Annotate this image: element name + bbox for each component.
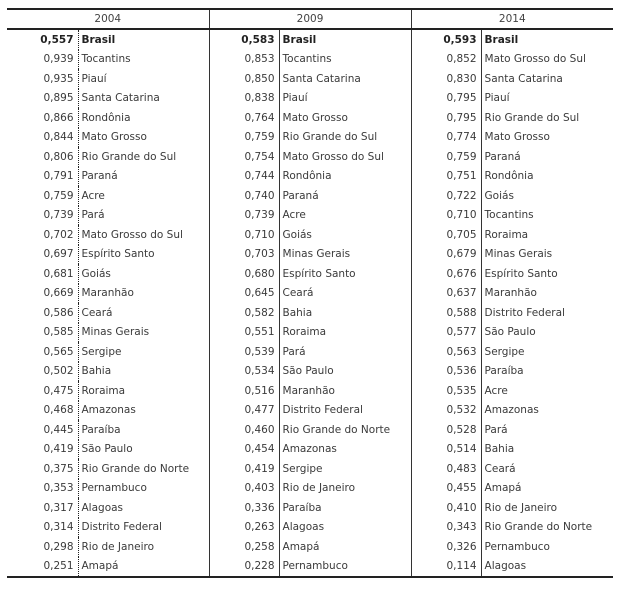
state-name-cell-2004: Mato Grosso do Sul	[78, 225, 209, 245]
state-name-cell-2014: Santa Catarina	[481, 69, 613, 89]
state-name-cell-2009: Amapá	[279, 537, 411, 557]
value-cell-2004: 0,565	[43, 345, 74, 358]
value-cell-2004: 0,468	[43, 404, 74, 417]
state-name-cell-2004: Distrito Federal	[78, 518, 209, 538]
state-name-cell-2014: Goiás	[481, 186, 613, 206]
table-row	[7, 264, 613, 284]
state-name-cell-2009: Ceará	[279, 284, 411, 304]
value-cell-2014: 0,795	[446, 92, 477, 105]
state-name-cell-2009: Roraima	[279, 323, 411, 343]
value-cell-2014: 0,483	[446, 462, 477, 475]
value-cell-2009: 0,703	[244, 248, 275, 261]
value-cell-2014: 0,588	[446, 306, 477, 319]
state-name-cell-2004: Acre	[78, 186, 209, 206]
state-name-cell-2009: São Paulo	[279, 362, 411, 382]
value-cell-2009: 0,516	[244, 384, 275, 397]
value-cell-2009: 0,454	[244, 443, 275, 456]
value-cell-2004: 0,681	[43, 267, 74, 280]
value-cell-2004: 0,475	[43, 384, 74, 397]
year-header-2004: 2004	[7, 9, 209, 29]
value-cell-2009: 0,645	[244, 287, 275, 300]
state-name-cell-2014: Rondônia	[481, 167, 613, 187]
state-name-cell-2009: Santa Catarina	[279, 69, 411, 89]
state-name-cell-2014: Maranhão	[481, 284, 613, 304]
table-row	[7, 167, 613, 187]
value-cell-2014: 0,535	[446, 384, 477, 397]
state-name-cell-2014: Piauí	[481, 89, 613, 109]
table-row	[7, 69, 613, 89]
state-name-cell-2009: Tocantins	[279, 50, 411, 70]
state-name-cell-2014: São Paulo	[481, 323, 613, 343]
state-name-cell-2014: Tocantins	[481, 206, 613, 226]
value-cell-2009: 0,228	[209, 557, 279, 578]
state-name-cell-2014: Bahia	[481, 440, 613, 460]
state-name-cell-2009: Paraíba	[279, 498, 411, 518]
value-cell-2009: 0,460	[244, 423, 275, 436]
value-cell-2004: 0,251	[7, 557, 78, 578]
header-row	[7, 9, 613, 29]
value-cell-2009: 0,582	[244, 306, 275, 319]
value-cell-2004: 0,557	[40, 33, 74, 46]
year-header-2009: 2009	[209, 9, 411, 29]
state-name-cell-2014: Amazonas	[481, 401, 613, 421]
state-name-cell-2014: Minas Gerais	[481, 245, 613, 265]
state-name-cell-2009: Maranhão	[279, 381, 411, 401]
value-cell-2009: 0,336	[244, 501, 275, 514]
value-cell-2014: 0,830	[446, 72, 477, 85]
table-row	[7, 128, 613, 148]
value-cell-2009: 0,539	[244, 345, 275, 358]
table-row	[7, 147, 613, 167]
value-cell-2004: 0,585	[43, 326, 74, 339]
state-name-cell-2009: Acre	[279, 206, 411, 226]
value-cell-2014: 0,722	[446, 189, 477, 202]
value-cell-2014: 0,563	[446, 345, 477, 358]
value-cell-2004: 0,697	[43, 248, 74, 261]
table-row	[7, 50, 613, 70]
value-cell-2009: 0,477	[244, 404, 275, 417]
value-cell-2014: 0,679	[446, 248, 477, 261]
table-row	[7, 245, 613, 265]
state-name-cell-2004: Alagoas	[78, 498, 209, 518]
value-cell-2009: 0,740	[244, 189, 275, 202]
table-row	[7, 459, 613, 479]
table-body	[7, 29, 613, 577]
state-name-cell-2009: Sergipe	[279, 459, 411, 479]
value-cell-2014: 0,514	[446, 443, 477, 456]
value-cell-2004: 0,791	[43, 170, 74, 183]
value-cell-2009: 0,838	[244, 92, 275, 105]
value-cell-2004: 0,935	[43, 72, 74, 85]
value-cell-2009: 0,754	[244, 150, 275, 163]
value-cell-2004: 0,702	[43, 228, 74, 241]
state-name-cell-2009: Amazonas	[279, 440, 411, 460]
state-name-cell-2004: Rio de Janeiro	[78, 537, 209, 557]
state-name-cell-2009: Rio Grande do Norte	[279, 420, 411, 440]
value-cell-2009: 0,258	[244, 540, 275, 553]
value-cell-2014: 0,710	[446, 209, 477, 222]
table-row	[7, 518, 613, 538]
state-name-cell-2014: Acre	[481, 381, 613, 401]
state-name-cell-2004: Bahia	[78, 362, 209, 382]
state-name-cell-2004: Rondônia	[78, 108, 209, 128]
value-cell-2009: 0,764	[244, 111, 275, 124]
value-cell-2009: 0,744	[244, 170, 275, 183]
state-name-cell-2014: Mato Grosso do Sul	[481, 50, 613, 70]
state-name-cell-2014: Distrito Federal	[481, 303, 613, 323]
state-name-cell-2004: Paraíba	[78, 420, 209, 440]
state-name-cell-2014: Paraíba	[481, 362, 613, 382]
value-cell-2004: 0,895	[43, 92, 74, 105]
value-cell-2004: 0,419	[43, 443, 74, 456]
state-name-cell-2004: Ceará	[78, 303, 209, 323]
state-name-cell-2004: Paraná	[78, 167, 209, 187]
table-row-brasil	[7, 29, 613, 50]
state-name-cell-2014: Alagoas	[481, 557, 613, 578]
state-name-cell-2009: Paraná	[279, 186, 411, 206]
value-cell-2004: 0,445	[43, 423, 74, 436]
value-cell-2009: 0,419	[244, 462, 275, 475]
value-cell-2014: 0,455	[446, 482, 477, 495]
year-header-2014: 2014	[411, 9, 613, 29]
value-cell-2009: 0,739	[244, 209, 275, 222]
state-name-cell-2004: Espírito Santo	[78, 245, 209, 265]
table-row	[7, 498, 613, 518]
value-cell-2014: 0,705	[446, 228, 477, 241]
value-cell-2009: 0,263	[244, 521, 275, 534]
state-name-cell-2004: Piauí	[78, 69, 209, 89]
table-row	[7, 362, 613, 382]
table-row	[7, 303, 613, 323]
state-name-cell-2009: Pará	[279, 342, 411, 362]
value-cell-2004: 0,298	[43, 540, 74, 553]
state-name-cell-2014: Paraná	[481, 147, 613, 167]
state-name-cell-2014: Ceará	[481, 459, 613, 479]
value-cell-2009: 0,710	[244, 228, 275, 241]
value-cell-2014: 0,637	[446, 287, 477, 300]
state-name-cell-2014: Rio Grande do Norte	[481, 518, 613, 538]
state-name-cell-2009: Goiás	[279, 225, 411, 245]
state-name-cell-2014: Mato Grosso	[481, 128, 613, 148]
ranking-table	[7, 8, 613, 578]
state-name-cell-2004: Maranhão	[78, 284, 209, 304]
table-row	[7, 557, 613, 578]
state-name-cell-2004: Minas Gerais	[78, 323, 209, 343]
state-name-cell-2004: Santa Catarina	[78, 89, 209, 109]
table-row	[7, 89, 613, 109]
table-row	[7, 225, 613, 245]
state-name-cell-2004: Pernambuco	[78, 479, 209, 499]
table-row	[7, 342, 613, 362]
state-name-cell-2009: Espírito Santo	[279, 264, 411, 284]
state-name-cell-2014: Rio Grande do Sul	[481, 108, 613, 128]
state-name-cell-2004: Brasil	[78, 29, 209, 50]
value-cell-2004: 0,866	[43, 111, 74, 124]
value-cell-2014: 0,343	[446, 521, 477, 534]
table-row	[7, 537, 613, 557]
value-cell-2014: 0,410	[446, 501, 477, 514]
value-cell-2004: 0,586	[43, 306, 74, 319]
value-cell-2004: 0,317	[43, 501, 74, 514]
value-cell-2004: 0,353	[43, 482, 74, 495]
value-cell-2009: 0,680	[244, 267, 275, 280]
state-name-cell-2014: Roraima	[481, 225, 613, 245]
value-cell-2014: 0,593	[443, 33, 477, 46]
value-cell-2004: 0,806	[43, 150, 74, 163]
state-name-cell-2014: Brasil	[481, 29, 613, 50]
value-cell-2004: 0,502	[43, 365, 74, 378]
state-name-cell-2014: Pará	[481, 420, 613, 440]
value-cell-2014: 0,852	[446, 53, 477, 66]
value-cell-2004: 0,759	[43, 189, 74, 202]
value-cell-2014: 0,676	[446, 267, 477, 280]
table-row	[7, 420, 613, 440]
value-cell-2004: 0,844	[43, 131, 74, 144]
table-row	[7, 381, 613, 401]
state-name-cell-2004: Mato Grosso	[78, 128, 209, 148]
state-name-cell-2009: Minas Gerais	[279, 245, 411, 265]
state-name-cell-2004: Rio Grande do Norte	[78, 459, 209, 479]
table-row	[7, 108, 613, 128]
value-cell-2014: 0,577	[446, 326, 477, 339]
state-name-cell-2004: Sergipe	[78, 342, 209, 362]
state-name-cell-2004: Rio Grande do Sul	[78, 147, 209, 167]
value-cell-2014: 0,114	[411, 557, 481, 578]
table-row	[7, 284, 613, 304]
value-cell-2009: 0,534	[244, 365, 275, 378]
state-name-cell-2009: Distrito Federal	[279, 401, 411, 421]
table-row	[7, 440, 613, 460]
state-name-cell-2004: Goiás	[78, 264, 209, 284]
table-row	[7, 401, 613, 421]
state-name-cell-2004: São Paulo	[78, 440, 209, 460]
table-row	[7, 479, 613, 499]
state-name-cell-2009: Mato Grosso do Sul	[279, 147, 411, 167]
value-cell-2014: 0,774	[446, 131, 477, 144]
state-name-cell-2014: Sergipe	[481, 342, 613, 362]
state-name-cell-2009: Alagoas	[279, 518, 411, 538]
value-cell-2014: 0,536	[446, 365, 477, 378]
value-cell-2009: 0,850	[244, 72, 275, 85]
value-cell-2004: 0,739	[43, 209, 74, 222]
state-name-cell-2014: Pernambuco	[481, 537, 613, 557]
value-cell-2009: 0,759	[244, 131, 275, 144]
state-name-cell-2014: Espírito Santo	[481, 264, 613, 284]
table-row	[7, 186, 613, 206]
state-name-cell-2004: Amapá	[78, 557, 209, 578]
state-name-cell-2004: Roraima	[78, 381, 209, 401]
state-name-cell-2009: Rio de Janeiro	[279, 479, 411, 499]
value-cell-2004: 0,939	[43, 53, 74, 66]
state-name-cell-2004: Tocantins	[78, 50, 209, 70]
value-cell-2014: 0,326	[446, 540, 477, 553]
state-name-cell-2009: Mato Grosso	[279, 108, 411, 128]
value-cell-2014: 0,795	[446, 111, 477, 124]
state-name-cell-2004: Pará	[78, 206, 209, 226]
value-cell-2014: 0,751	[446, 170, 477, 183]
state-name-cell-2009: Bahia	[279, 303, 411, 323]
state-name-cell-2014: Rio de Janeiro	[481, 498, 613, 518]
value-cell-2009: 0,403	[244, 482, 275, 495]
value-cell-2004: 0,669	[43, 287, 74, 300]
state-name-cell-2009: Rondônia	[279, 167, 411, 187]
value-cell-2004: 0,314	[43, 521, 74, 534]
state-name-cell-2009: Rio Grande do Sul	[279, 128, 411, 148]
table-row	[7, 206, 613, 226]
state-name-cell-2009: Brasil	[279, 29, 411, 50]
value-cell-2009: 0,853	[244, 53, 275, 66]
value-cell-2009: 0,583	[241, 33, 275, 46]
value-cell-2004: 0,375	[43, 462, 74, 475]
state-name-cell-2009: Piauí	[279, 89, 411, 109]
value-cell-2009: 0,551	[244, 326, 275, 339]
state-name-cell-2014: Amapá	[481, 479, 613, 499]
value-cell-2014: 0,532	[446, 404, 477, 417]
value-cell-2014: 0,528	[446, 423, 477, 436]
table-row	[7, 323, 613, 343]
value-cell-2014: 0,759	[446, 150, 477, 163]
state-name-cell-2009: Pernambuco	[279, 557, 411, 578]
state-name-cell-2004: Amazonas	[78, 401, 209, 421]
